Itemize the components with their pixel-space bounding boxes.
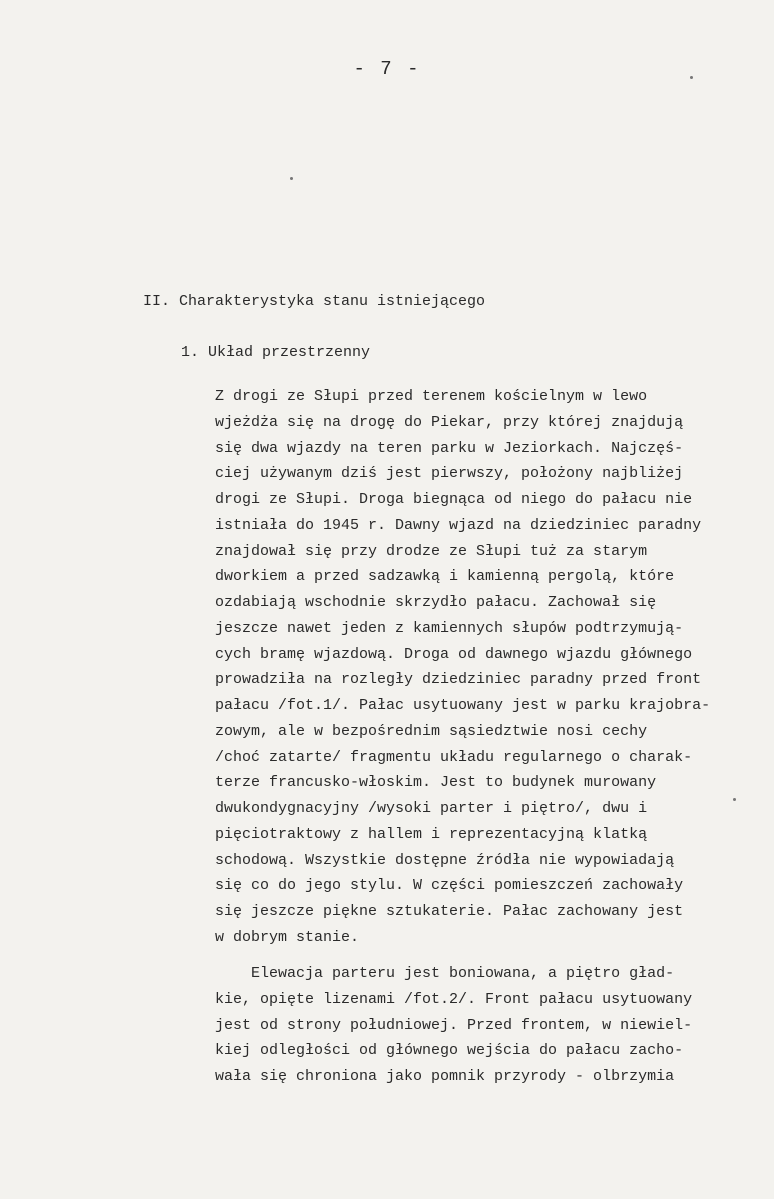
text-line: kiej odległości od głównego wejścia do pałacu zacho- (215, 1042, 684, 1060)
text-line: terze francusko-włoskim. Jest to budynek murowany (215, 774, 657, 792)
text-line: w dobrym stanie. (215, 928, 360, 946)
speck-mark (690, 76, 693, 79)
text-line: ciej używanym dziś jest pierwszy, położony najbliżej (215, 465, 684, 483)
text-line: pałacu /fot.1/. Pałac usytuowany jest w parku krajobra- (215, 697, 711, 714)
text-line: wjeżdża się na drogę do Piekar, przy której znajdują (215, 413, 684, 431)
text-line: Elewacja parteru jest boniowana, a piętro gład- (215, 965, 675, 982)
text-line: się dwa wjazdy na teren parku w Jeziorkach. Najczęś- (215, 439, 684, 457)
text-line: schodową. Wszystkie dostępne źródła nie wypowiadają (215, 851, 675, 869)
section-heading: II. Charakterystyka stanu istniejącego (143, 293, 486, 310)
text-line: zowym, ale w bezpośrednim sąsiedztwie nosi cechy (215, 722, 648, 740)
speck-mark (290, 177, 293, 180)
text-line: jest od strony południowej. Przed frontem, w niewiel- (215, 1016, 693, 1034)
text-line: się jeszcze piękne sztukaterie. Pałac zachowany jest (215, 903, 684, 920)
text-line: jeszcze nawet jeden z kamiennych słupów podtrzymują- (215, 619, 684, 637)
paragraph (215, 384, 710, 951)
paragraph (215, 961, 692, 1090)
text-line: prowadziła na rozległy dziedziniec paradny przed front (215, 671, 702, 689)
text-line: ozdabiają wschodnie skrzydło pałacu. Zachował się (215, 594, 657, 611)
text-line: znajdował się przy drodze ze Słupi tuż za starym (215, 542, 648, 560)
text-line: istniała do 1945 r. Dawny wjazd na dziedziniec paradny (215, 516, 702, 534)
speck-mark (733, 798, 736, 801)
text-line: kie, opięte lizenami /fot.2/. Front pałacu usytuowany (215, 990, 693, 1008)
text-line: pięciotraktowy z hallem i reprezentacyjną klatką (215, 825, 648, 843)
text-line: się co do jego stylu. W części pomieszczeń zachowały (215, 877, 684, 895)
text-line: Z drogi ze Słupi przed terenem kościelnym w lewo (215, 388, 648, 405)
page-number: - 7 - (353, 58, 421, 80)
text-line: drogi ze Słupi. Droga biegnąca od niego do pałacu nie (215, 491, 693, 508)
subsection-heading: 1. Układ przestrzenny (181, 344, 371, 361)
text-line: wała się chroniona jako pomnik przyrody - olbrzymia (215, 1068, 675, 1085)
text-line: cych bramę wjazdową. Droga od dawnego wjazdu głównego (215, 645, 693, 663)
text-line: dwukondygnacyjny /wysoki parter i piętro/, dwu i (215, 800, 648, 817)
text-line: /choć zatarte/ fragmentu układu regularnego o charak- (215, 748, 693, 766)
text-line: dworkiem a przed sadzawką i kamienną pergolą, które (215, 568, 675, 586)
